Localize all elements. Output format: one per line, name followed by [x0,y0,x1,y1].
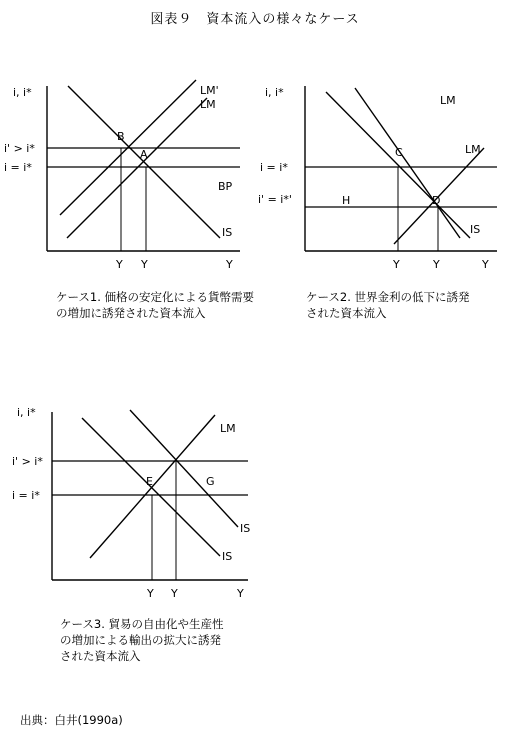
panel1-y-tick-high: i' > i* [4,142,35,155]
panel3-y-tick-high: i' > i* [12,455,43,468]
panel2-is-label: IS [470,223,481,236]
panel2-point-c: C [395,146,403,159]
panel2-x-tick-1: Y [393,258,400,271]
panel3-point-e: E [146,475,153,488]
panel2-lm-curve [355,88,460,238]
panel2-lm-shifted-label: LM [465,143,481,156]
panel2-x-tick-3: Y [482,258,489,271]
panel2-point-h: H [342,194,351,207]
panel2-caption: ケース2. 世界金利の低下に誘発 された資本流入 [306,290,470,320]
panel3-x-tick-3: Y [237,587,244,600]
panel1-point-b: B [117,130,125,143]
panel2-x-tick-2: Y [433,258,440,271]
panel2-point-d: D [432,194,441,207]
panel3-y-tick: i = i* [12,489,40,502]
panel3-is-label: IS [222,550,233,563]
panel2-y-tick-low: i' = i*' [258,193,292,206]
panel1-is-label: IS [222,226,233,239]
panel1-caption: ケース1. 価格の安定化による貨幣需要 の増加に誘発された資本流入 [56,290,255,320]
panel3-y-axis-label: i, i* [17,406,36,419]
panel3-is-shifted-label: IS [240,522,251,535]
panel1-is-curve [68,86,220,238]
panel3-x-tick-2: Y [171,587,178,600]
panel1-x-tick-1: Y [116,258,123,271]
panel3-lm-label: LM [220,422,236,435]
panel1-point-a: A [140,148,148,161]
panel2-lm-label: LM [440,94,456,107]
panel1-bp-label: BP [218,180,233,193]
panel2-y-tick: i = i* [260,161,288,174]
panel3-caption: ケース3. 貿易の自由化や生産性 の増加による輸出の拡大に誘発 された資本流入 [60,617,224,663]
figure-title: 図表９ 資本流入の様々なケース [150,12,360,27]
panel2-y-axis-label: i, i* [265,86,284,99]
panel1-lm-curve [67,98,207,238]
source-note: 出典：白井(1990a) [20,713,123,727]
panel1-x-tick-2: Y [141,258,148,271]
panel1-lm-prime-label: LM' [200,84,219,97]
panel1-lm-label: LM [200,98,216,111]
panel1-x-tick-3: Y [226,258,233,271]
panel3-point-g: G [206,475,215,488]
panel1-y-tick: i = i* [4,161,32,174]
panel3-x-tick-1: Y [147,587,154,600]
panel1-y-axis-label: i, i* [13,86,32,99]
